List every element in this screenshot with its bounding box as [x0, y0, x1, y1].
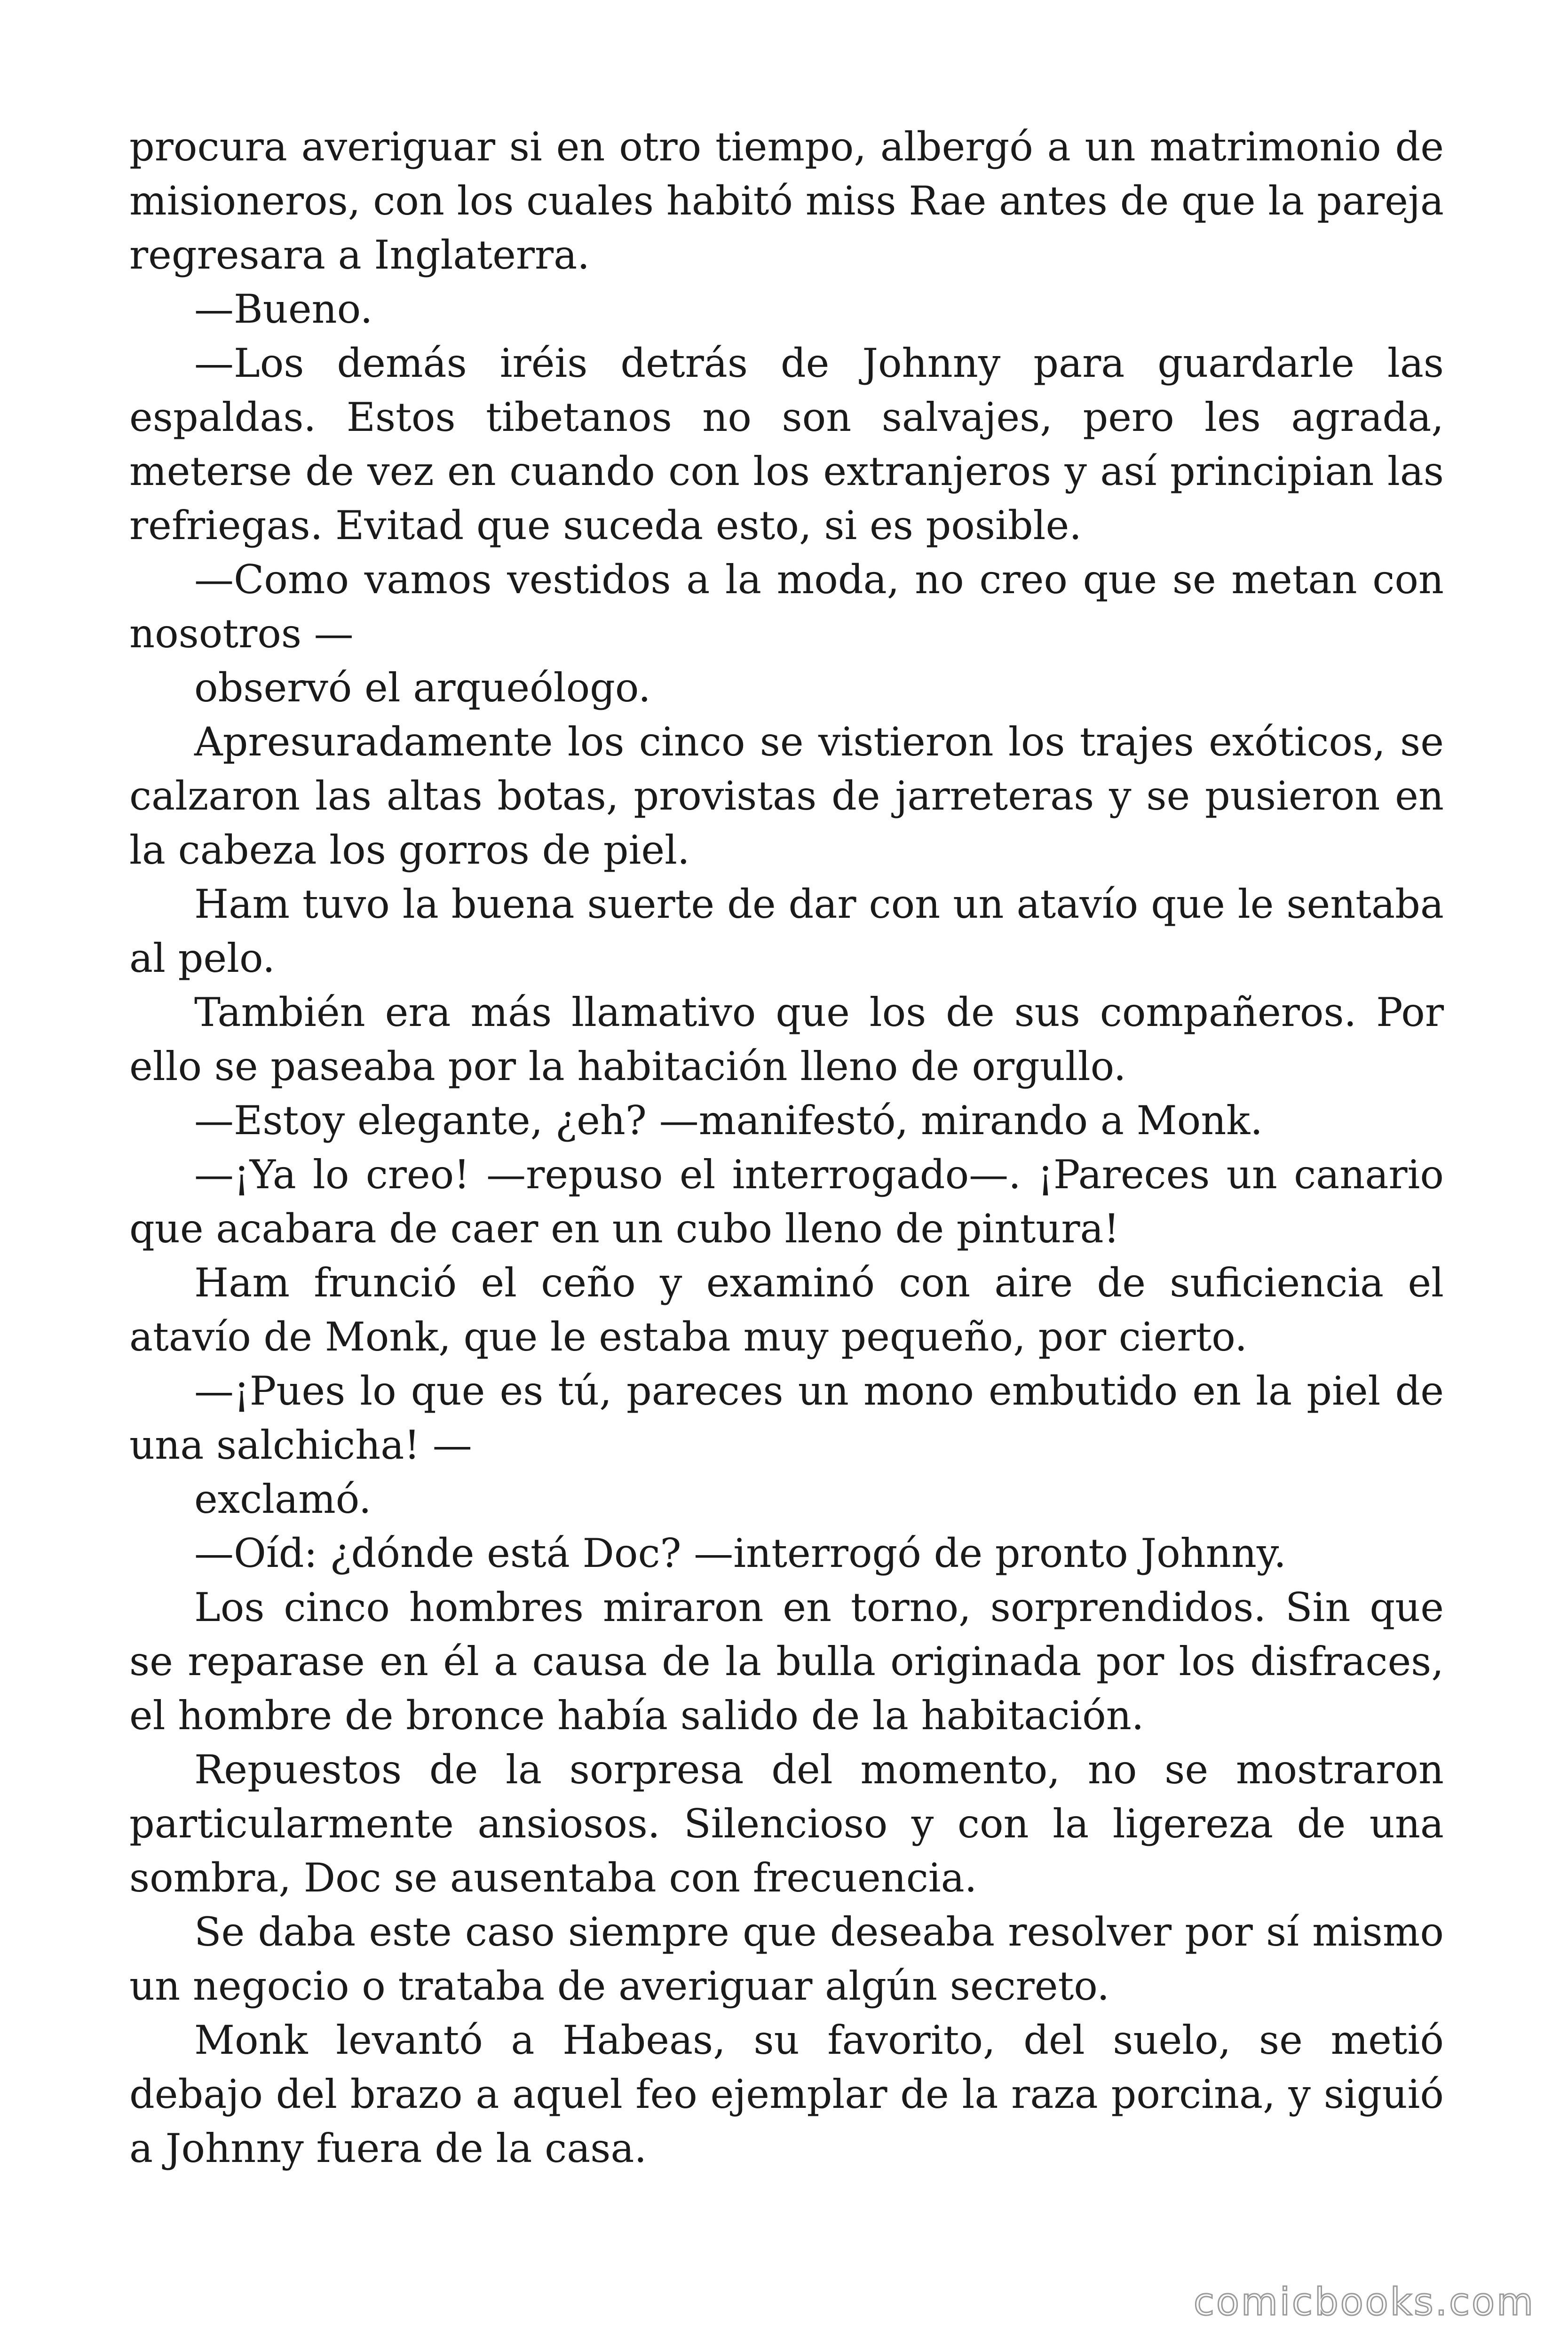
- paragraph: Ham frunció el ceño y examinó con aire de suficiencia el atavío de Monk, que le estaba muy pequeño, por cierto.: [129, 1260, 1444, 1360]
- paragraph: Ham tuvo la buena suerte de dar con un atavío que le sentaba al pelo.: [129, 881, 1444, 981]
- paragraph: Los cinco hombres miraron en torno, sorprendidos. Sin que se reparase en él a causa de la bulla originada por los disfraces, el hombre de bronce había salido de la habitación.: [129, 1584, 1444, 1739]
- paragraph: —Los demás iréis detrás de Johnny para guardarle las espaldas. Estos tibetanos no son salvajes, pero les agrada, meterse de vez en cuando con los extranjeros y así principian las refriegas. Evitad que suceda esto, si es posible.: [129, 340, 1444, 548]
- paragraph: observó el arqueólogo.: [194, 665, 651, 711]
- paragraph: —Oíd: ¿dónde está Doc? —interrogó de pronto Johnny.: [194, 1530, 1286, 1576]
- page-text-body: [129, 120, 1444, 2176]
- paragraph: —¡Pues lo que es tú, pareces un mono embutido en la piel de una salchicha! —: [129, 1368, 1444, 1468]
- paragraph: Apresuradamente los cinco se vistieron los trajes exóticos, se calzaron las altas botas, provistas de jarreteras y se pusieron en la cabeza los gorros de piel.: [129, 719, 1444, 873]
- paragraph: Monk levantó a Habeas, su favorito, del suelo, se metió debajo del brazo a aquel feo ejemplar de la raza porcina, y siguió a Johnny fuera de la casa.: [129, 2017, 1444, 2171]
- paragraph: procura averiguar si en otro tiempo, albergó a un matrimonio de misioneros, con los cuales habitó miss Rae antes de que la pareja regresara a Inglaterra.: [129, 124, 1444, 278]
- paragraph: —¡Ya lo creo! —repuso el interrogado—. ¡Pareces un canario que acabara de caer en un cubo lleno de pintura!: [129, 1152, 1444, 1252]
- paragraph: —Bueno.: [194, 286, 373, 332]
- watermark: comicbooks.com: [1193, 2280, 1535, 2324]
- paragraph: Repuestos de la sorpresa del momento, no se mostraron particularmente ansiosos. Silencioso y con la ligereza de una sombra, Doc se ausentaba con frecuencia.: [129, 1747, 1444, 1901]
- paragraph: —Como vamos vestidos a la moda, no creo que se metan con nosotros —: [129, 556, 1444, 657]
- paragraph: También era más llamativo que los de sus compañeros. Por ello se paseaba por la habitación lleno de orgullo.: [129, 989, 1444, 1089]
- paragraph: Se daba este caso siempre que deseaba resolver por sí mismo un negocio o trataba de averiguar algún secreto.: [129, 1909, 1444, 2009]
- paragraph: —Estoy elegante, ¿eh? —manifestó, mirando a Monk.: [194, 1097, 1263, 1144]
- paragraph: exclamó.: [194, 1476, 372, 1522]
